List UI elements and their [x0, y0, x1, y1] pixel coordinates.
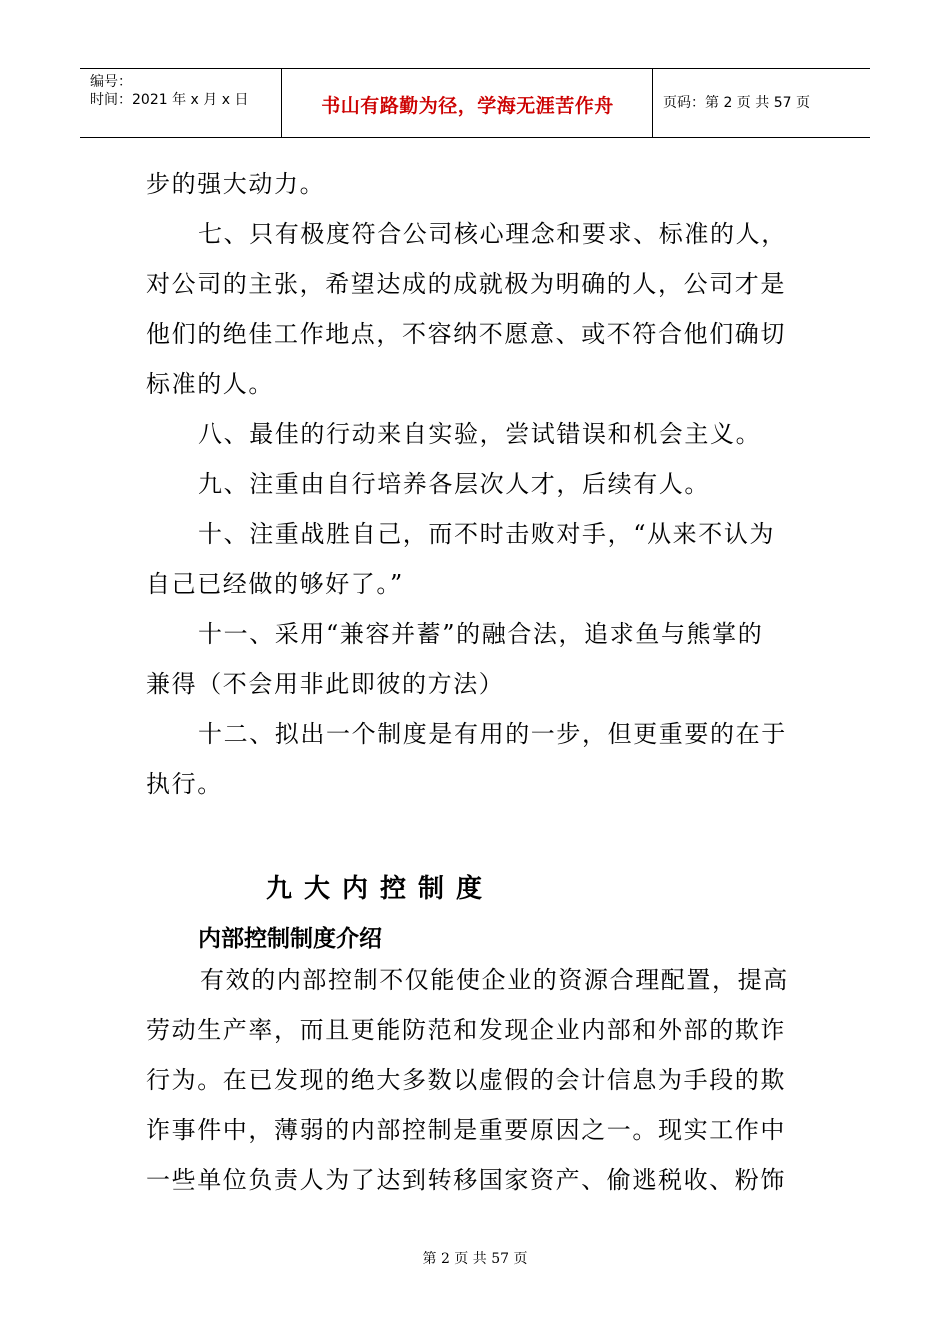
document-number-label: 编号： — [90, 74, 132, 90]
body-line: 九、注重由自行培养各层次人才，后续有人。 — [198, 470, 710, 498]
body-line: 标准的人。 — [146, 370, 274, 398]
header-motto-cell — [282, 69, 653, 137]
header-page-info: 页码：第 2 页 共 57 页 — [663, 95, 810, 111]
document-date-label: 时间：2021 年 x 月 x 日 — [90, 92, 249, 108]
body-line: 步的强大动力。 — [146, 170, 326, 198]
body-line: 七、只有极度符合公司核心理念和要求、标准的人， — [198, 220, 787, 248]
section-line: 一些单位负责人为了达到转移国家资产、偷逃税收、粉饰 — [146, 1166, 786, 1194]
body-line: 十、注重战胜自己，而不时击败对手，“从来不认为 — [198, 520, 776, 548]
section-line: 行为。在已发现的绝大多数以虚假的会计信息为手段的欺 — [146, 1066, 786, 1094]
section-title: 九大内控制度 — [266, 874, 495, 904]
body-line: 十一、采用“兼容并蓄”的融合法，追求鱼与熊掌的 — [198, 620, 764, 648]
body-line: 十二、拟出一个制度是有用的一步，但更重要的在于 — [198, 720, 787, 748]
body-line: 对公司的主张，希望达成的成就极为明确的人，公司才是 — [146, 270, 786, 298]
header-meta-cell — [80, 69, 282, 137]
body-line: 自己已经做的够好了。” — [146, 570, 404, 598]
document-header — [80, 68, 870, 138]
section-line: 劳动生产率，而且更能防范和发现企业内部和外部的欺诈 — [146, 1016, 786, 1044]
page-footer: 第 2 页 共 57 页 — [422, 1251, 528, 1267]
header-page-cell — [653, 69, 870, 137]
section-line: 诈事件中，薄弱的内部控制是重要原因之一。现实工作中 — [146, 1116, 786, 1144]
body-line: 执行。 — [146, 770, 223, 798]
body-line: 他们的绝佳工作地点，不容纳不愿意、或不符合他们确切 — [146, 320, 786, 348]
section-line: 有效的内部控制不仅能使企业的资源合理配置，提高 — [200, 966, 789, 994]
section-subtitle: 内部控制制度介绍 — [198, 926, 382, 952]
body-line: 八、最佳的行动来自实验，尝试错误和机会主义。 — [198, 420, 762, 448]
body-line: 兼得（不会用非此即彼的方法） — [146, 670, 505, 698]
header-motto: 书山有路勤为径，学海无涯苦作舟 — [321, 95, 614, 117]
